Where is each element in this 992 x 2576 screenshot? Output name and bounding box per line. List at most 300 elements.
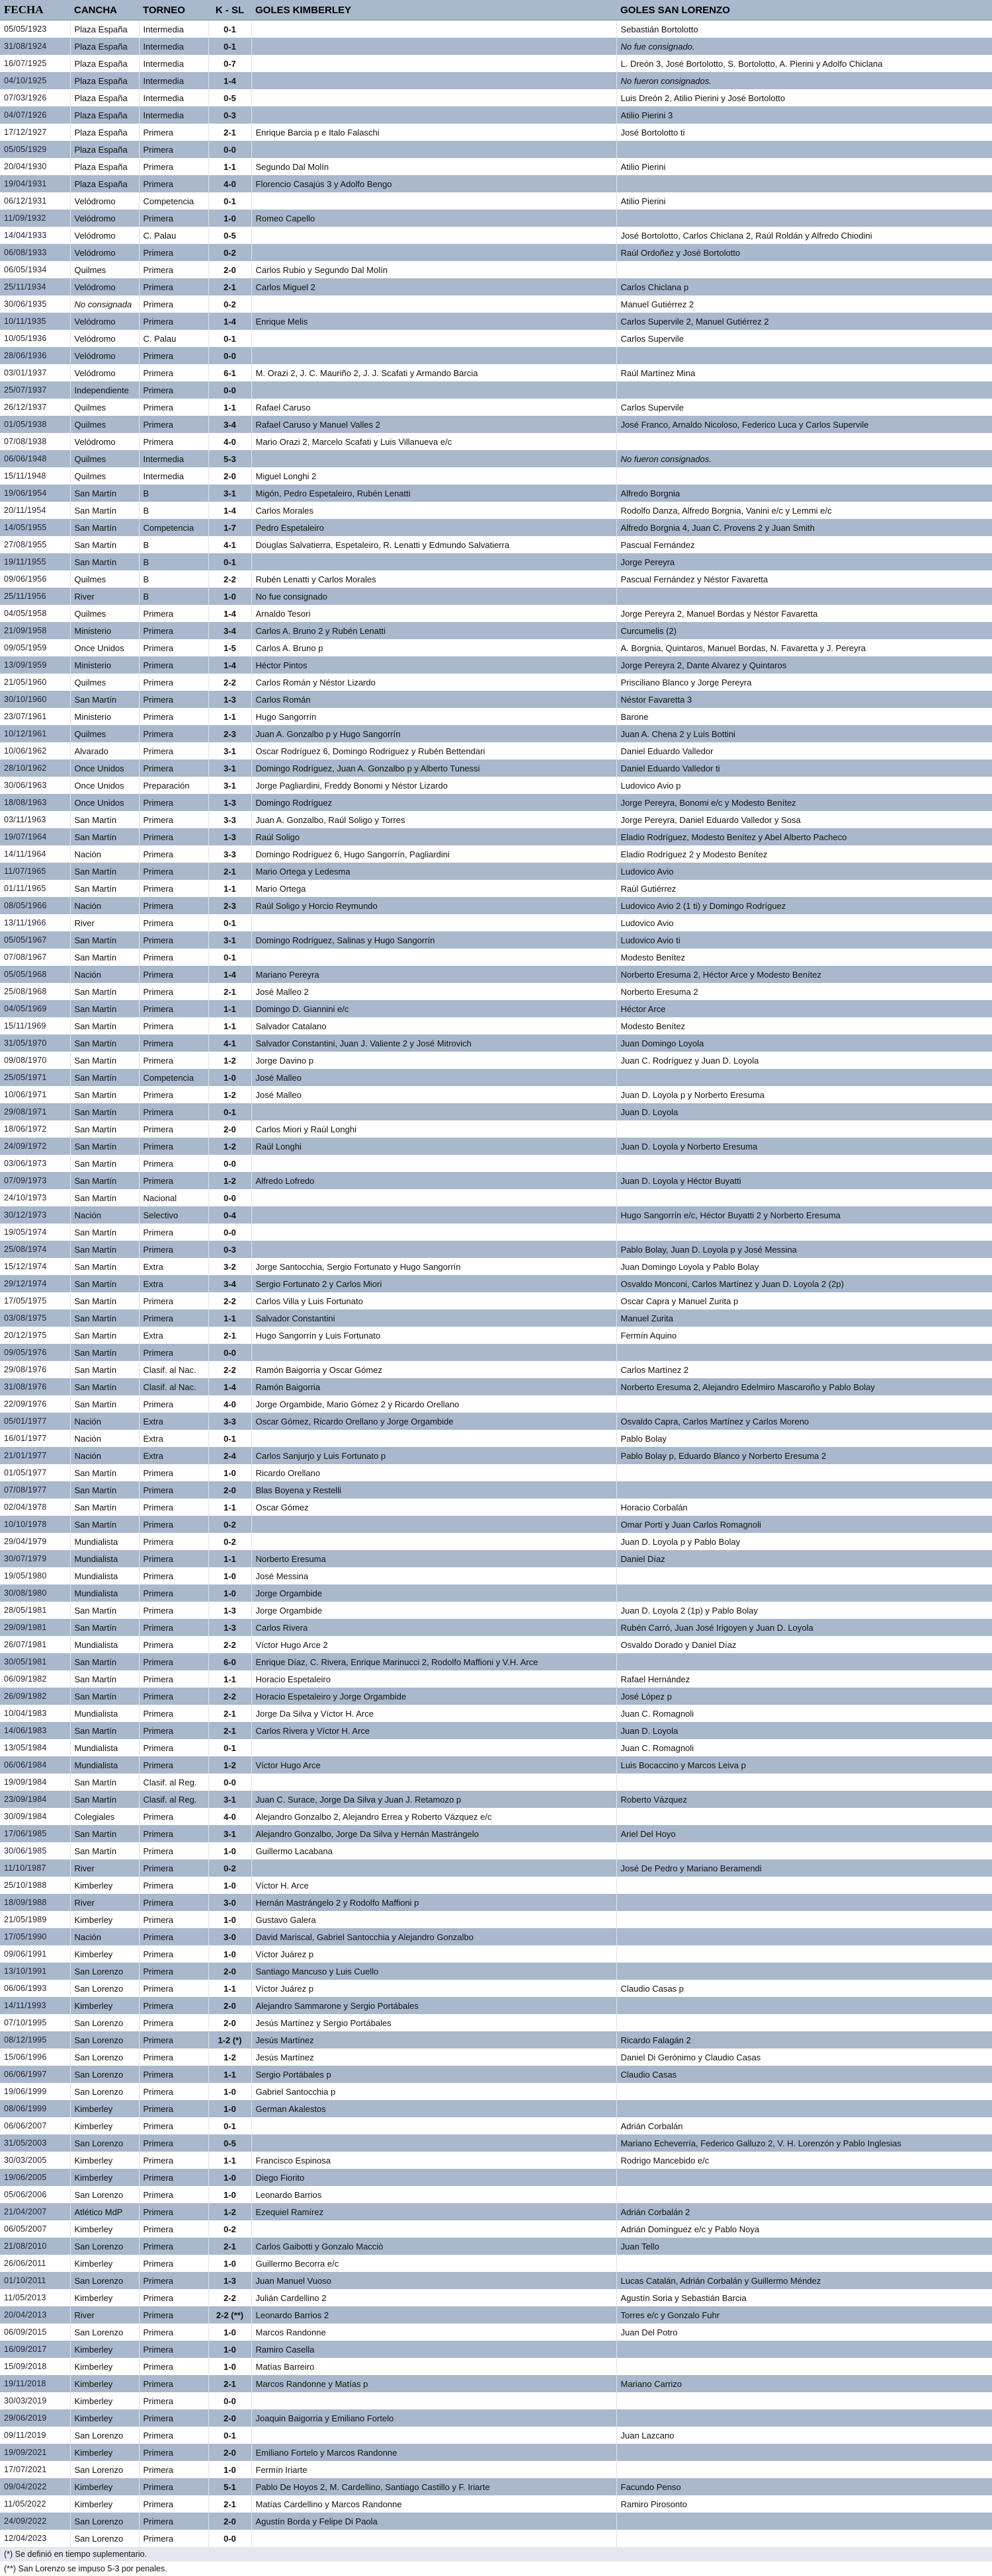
table-row	[0, 1756, 992, 1774]
tournament-cell: Primera	[139, 845, 208, 863]
kimberley-scorers-cell: Oscar Rodríguez 6, Domingo Rodríguez y Rubén Bettendari	[251, 742, 616, 760]
kimberley-scorers-cell: Jorge Davino p	[251, 1052, 616, 1069]
header-cancha: CANCHA	[70, 0, 139, 20]
san-lorenzo-scorers-cell: Daniel Eduardo Valledor ti	[616, 760, 992, 777]
venue-cell: San Martín	[70, 536, 139, 553]
san-lorenzo-scorers-cell	[616, 1945, 992, 1963]
score-cell: 2-1	[208, 2495, 251, 2513]
san-lorenzo-scorers-cell	[616, 2014, 992, 2031]
san-lorenzo-scorers-cell: Modesto Benítez	[616, 1017, 992, 1034]
san-lorenzo-scorers-cell: Juan Lazcano	[616, 2427, 992, 2444]
venue-cell: Kimberley	[70, 2152, 139, 2169]
venue-cell: Kimberley	[70, 2358, 139, 2375]
table-row	[0, 399, 992, 416]
kimberley-scorers-cell	[251, 1774, 616, 1791]
tournament-cell: Primera	[139, 1481, 208, 1499]
date-cell: 05/01/1977	[0, 1413, 70, 1430]
san-lorenzo-scorers-cell: Oscar Capra y Manuel Zurita p	[616, 1292, 992, 1309]
san-lorenzo-scorers-cell: Ludovico Avio 2 (1 ti) y Domingo Rodríguez	[616, 897, 992, 914]
table-row	[0, 38, 992, 55]
venue-cell: San Martín	[70, 1481, 139, 1499]
tournament-cell: Extra	[139, 1327, 208, 1344]
date-cell: 05/05/1968	[0, 966, 70, 983]
table-row	[0, 794, 992, 811]
san-lorenzo-scorers-cell: Ludovico Avio p	[616, 777, 992, 794]
kimberley-scorers-cell: Matías Barreiro	[251, 2358, 616, 2375]
table-row	[0, 2083, 992, 2100]
tournament-cell: Primera	[139, 210, 208, 227]
date-cell: 15/09/2018	[0, 2358, 70, 2375]
kimberley-scorers-cell: Víctor Hugo Arce 2	[251, 1636, 616, 1653]
tournament-cell: Primera	[139, 760, 208, 777]
table-row	[0, 1722, 992, 1739]
score-cell: 1-1	[208, 1309, 251, 1327]
kimberley-scorers-cell: Jorge Santocchia, Sergio Fortunato y Hugo Sangorrín	[251, 1258, 616, 1275]
san-lorenzo-scorers-cell: Jorge Pereyra 2, Dante Alvarez y Quintaros	[616, 656, 992, 674]
tournament-cell: Primera	[139, 2134, 208, 2152]
date-cell: 09/04/2022	[0, 2478, 70, 2495]
venue-cell: San Lorenzo	[70, 2186, 139, 2203]
venue-cell: San Martín	[70, 1378, 139, 1395]
table-row	[0, 863, 992, 880]
venue-cell: San Lorenzo	[70, 2049, 139, 2066]
score-cell: 0-0	[208, 347, 251, 364]
kimberley-scorers-cell	[251, 2220, 616, 2238]
score-cell: 0-0	[208, 2392, 251, 2409]
san-lorenzo-scorers-cell	[616, 2392, 992, 2409]
date-cell: 19/09/2021	[0, 2444, 70, 2461]
kimberley-scorers-cell	[251, 1103, 616, 1120]
table-row	[0, 2495, 992, 2513]
tournament-cell: Intermedia	[139, 467, 208, 485]
kimberley-scorers-cell: Ramiro Casella	[251, 2341, 616, 2358]
tournament-cell: Intermedia	[139, 450, 208, 467]
table-row	[0, 1825, 992, 1842]
kimberley-scorers-cell: Domingo Rodríguez, Juan A. Gonzalbo p y Alberto Tunessi	[251, 760, 616, 777]
score-cell: 1-3	[208, 794, 251, 811]
san-lorenzo-scorers-cell: Curcumelis (2)	[616, 622, 992, 639]
tournament-cell: Primera	[139, 364, 208, 381]
table-row	[0, 674, 992, 691]
tournament-cell: Primera	[139, 931, 208, 949]
kimberley-scorers-cell: Carlos Rubio y Segundo Dal Molín	[251, 261, 616, 278]
score-cell: 4-1	[208, 536, 251, 553]
table-row	[0, 1189, 992, 1206]
date-cell: 19/06/1999	[0, 2083, 70, 2100]
date-cell: 06/06/1984	[0, 1756, 70, 1774]
table-row	[0, 210, 992, 227]
tournament-cell: Primera	[139, 1722, 208, 1739]
venue-cell: San Martín	[70, 1224, 139, 1241]
score-cell: 1-0	[208, 1464, 251, 1481]
score-cell: 0-1	[208, 1739, 251, 1756]
san-lorenzo-scorers-cell: Néstor Favaretta 3	[616, 691, 992, 708]
venue-cell: Quilmes	[70, 570, 139, 588]
date-cell: 29/09/1981	[0, 1619, 70, 1636]
kimberley-scorers-cell: German Akalestos	[251, 2100, 616, 2117]
venue-cell: San Martín	[70, 1722, 139, 1739]
san-lorenzo-scorers-cell: Jorge Pereyra 2, Manuel Bordas y Néstor Favaretta	[616, 605, 992, 622]
tournament-cell: Extra	[139, 1430, 208, 1447]
san-lorenzo-scorers-cell: Juan C. Romagnoli	[616, 1705, 992, 1722]
kimberley-scorers-cell: Douglas Salvatierra, Espetaleiro, R. Lenatti y Edmundo Salvatierra	[251, 536, 616, 553]
venue-cell: Velódromo	[70, 347, 139, 364]
date-cell: 17/05/1975	[0, 1292, 70, 1309]
table-row	[0, 1602, 992, 1619]
date-cell: 01/05/1938	[0, 416, 70, 433]
san-lorenzo-scorers-cell: Atilio Pierini 3	[616, 106, 992, 124]
san-lorenzo-scorers-cell: Barone	[616, 708, 992, 725]
san-lorenzo-scorers-cell: Roberto Vázquez	[616, 1791, 992, 1808]
kimberley-scorers-cell: Marcos Randonne y Matías p	[251, 2375, 616, 2392]
tournament-cell: Primera	[139, 2117, 208, 2134]
score-cell: 0-0	[208, 141, 251, 158]
tournament-cell: Primera	[139, 1670, 208, 1688]
header-fecha: FECHA	[0, 0, 70, 20]
kimberley-scorers-cell: Oscar Gómez, Ricardo Orellano y Jorge Orgambide	[251, 1413, 616, 1430]
table-row	[0, 381, 992, 399]
kimberley-scorers-cell	[251, 553, 616, 570]
score-cell: 2-0	[208, 1997, 251, 2014]
san-lorenzo-scorers-cell: Manuel Zurita	[616, 1309, 992, 1327]
table-row	[0, 124, 992, 141]
kimberley-scorers-cell: Fermín Iriarte	[251, 2461, 616, 2478]
tournament-cell: Primera	[139, 2255, 208, 2272]
score-cell: 1-2	[208, 1052, 251, 1069]
san-lorenzo-scorers-cell: Rodrigo Mancebido e/c	[616, 2152, 992, 2169]
kimberley-scorers-cell: Héctor Pintos	[251, 656, 616, 674]
tournament-cell: Competencia	[139, 1069, 208, 1086]
table-row	[0, 1670, 992, 1688]
score-cell: 1-3	[208, 1619, 251, 1636]
tournament-cell: Primera	[139, 622, 208, 639]
venue-cell: San Lorenzo	[70, 2461, 139, 2478]
san-lorenzo-scorers-cell	[616, 1224, 992, 1241]
score-cell: 4-1	[208, 1034, 251, 1052]
date-cell: 06/05/1934	[0, 261, 70, 278]
date-cell: 21/04/2007	[0, 2203, 70, 2220]
san-lorenzo-scorers-cell: No fueron consignados.	[616, 450, 992, 467]
date-cell: 09/06/1956	[0, 570, 70, 588]
san-lorenzo-scorers-cell	[616, 433, 992, 450]
tournament-cell: Primera	[139, 742, 208, 760]
date-cell: 04/10/1925	[0, 72, 70, 89]
date-cell: 24/09/1972	[0, 1138, 70, 1155]
date-cell: 05/06/2006	[0, 2186, 70, 2203]
date-cell: 21/01/1977	[0, 1447, 70, 1464]
date-cell: 29/08/1976	[0, 1361, 70, 1378]
date-cell: 28/05/1981	[0, 1602, 70, 1619]
venue-cell: Kimberley	[70, 2289, 139, 2306]
tournament-cell: Primera	[139, 656, 208, 674]
kimberley-scorers-cell: Ricardo Orellano	[251, 1464, 616, 1481]
tournament-cell: Primera	[139, 2375, 208, 2392]
tournament-cell: B	[139, 570, 208, 588]
kimberley-scorers-cell: José Malleo	[251, 1069, 616, 1086]
san-lorenzo-scorers-cell: Mariano Echeverría, Federico Galluzo 2, V. H. Lorenzón y Pablo Inglesias	[616, 2134, 992, 2152]
venue-cell: Kimberley	[70, 2409, 139, 2427]
tournament-cell: Primera	[139, 1808, 208, 1825]
venue-cell: Ministerio	[70, 708, 139, 725]
san-lorenzo-scorers-cell: Ramiro Pirosonto	[616, 2495, 992, 2513]
tournament-cell: Primera	[139, 1138, 208, 1155]
score-cell: 1-0	[208, 588, 251, 605]
san-lorenzo-scorers-cell	[616, 1481, 992, 1499]
table-row	[0, 1430, 992, 1447]
table-row	[0, 1395, 992, 1413]
table-row	[0, 1241, 992, 1258]
date-cell: 11/07/1965	[0, 863, 70, 880]
tournament-cell: Primera	[139, 2530, 208, 2547]
tournament-cell: Primera	[139, 2169, 208, 2186]
table-row	[0, 2392, 992, 2409]
table-row	[0, 1155, 992, 1172]
kimberley-scorers-cell	[251, 72, 616, 89]
date-cell: 29/04/1979	[0, 1533, 70, 1550]
score-cell: 6-0	[208, 1653, 251, 1670]
venue-cell: San Lorenzo	[70, 2530, 139, 2547]
kimberley-scorers-cell: Rubén Lenatti y Carlos Morales	[251, 570, 616, 588]
kimberley-scorers-cell: Joaquin Baigorria y Emiliano Fortelo	[251, 2409, 616, 2427]
venue-cell: San Martín	[70, 1516, 139, 1533]
score-cell: 2-3	[208, 725, 251, 742]
san-lorenzo-scorers-cell: Daniel Di Gerónimo y Claudio Casas	[616, 2049, 992, 2066]
date-cell: 30/09/1984	[0, 1808, 70, 1825]
date-cell: 18/06/1972	[0, 1120, 70, 1138]
kimberley-scorers-cell: Domingo Rodríguez, Salinas y Hugo Sangorrín	[251, 931, 616, 949]
tournament-cell: Primera	[139, 1017, 208, 1034]
results-body	[0, 20, 992, 2548]
san-lorenzo-scorers-cell: Raúl Ordoñez y José Bortolotto	[616, 244, 992, 261]
san-lorenzo-scorers-cell: Rodolfo Danza, Alfredo Borgnia, Vanini e/c y Lemmi e/c	[616, 502, 992, 519]
kimberley-scorers-cell: Carlos Villa y Luis Fortunato	[251, 1292, 616, 1309]
header-row	[0, 0, 992, 20]
kimberley-scorers-cell: Rafael Caruso	[251, 399, 616, 416]
san-lorenzo-scorers-cell	[616, 1584, 992, 1602]
score-cell: 1-0	[208, 1069, 251, 1086]
tournament-cell: Primera	[139, 278, 208, 295]
kimberley-scorers-cell: Mario Ortega y Ledesma	[251, 863, 616, 880]
score-cell: 0-1	[208, 914, 251, 931]
table-row	[0, 1653, 992, 1670]
date-cell: 03/08/1975	[0, 1309, 70, 1327]
venue-cell: Nación	[70, 1413, 139, 1430]
table-row	[0, 2220, 992, 2238]
score-cell: 2-0	[208, 261, 251, 278]
score-cell: 4-0	[208, 1808, 251, 1825]
venue-cell: Nación	[70, 1928, 139, 1945]
kimberley-scorers-cell: Víctor Juárez p	[251, 1980, 616, 1997]
tournament-cell: Competencia	[139, 519, 208, 536]
venue-cell: Kimberley	[70, 2220, 139, 2238]
score-cell: 1-0	[208, 2461, 251, 2478]
date-cell: 15/11/1948	[0, 467, 70, 485]
tournament-cell: Primera	[139, 1911, 208, 1928]
date-cell: 14/11/1964	[0, 845, 70, 863]
tournament-cell: Primera	[139, 1567, 208, 1584]
kimberley-scorers-cell	[251, 450, 616, 467]
venue-cell: San Martín	[70, 1774, 139, 1791]
tournament-cell: Primera	[139, 1653, 208, 1670]
table-row	[0, 2152, 992, 2169]
kimberley-scorers-cell: Julián Cardellino 2	[251, 2289, 616, 2306]
tournament-cell: Primera	[139, 1034, 208, 1052]
table-row	[0, 295, 992, 313]
score-cell: 1-0	[208, 2083, 251, 2100]
san-lorenzo-scorers-cell: Eladio Rodríguez 2 y Modesto Benítez	[616, 845, 992, 863]
date-cell: 09/05/1976	[0, 1344, 70, 1361]
san-lorenzo-scorers-cell: Juan Domingo Loyola y Pablo Bolay	[616, 1258, 992, 1275]
score-cell: 6-1	[208, 364, 251, 381]
score-cell: 1-1	[208, 399, 251, 416]
san-lorenzo-scorers-cell	[616, 1997, 992, 2014]
table-row	[0, 2134, 992, 2152]
venue-cell: River	[70, 1859, 139, 1877]
venue-cell: Quilmes	[70, 416, 139, 433]
venue-cell: San Lorenzo	[70, 2427, 139, 2444]
tournament-cell: Preparación	[139, 777, 208, 794]
san-lorenzo-scorers-cell: Carlos Chiclana p	[616, 278, 992, 295]
table-row	[0, 1464, 992, 1481]
venue-cell: San Lorenzo	[70, 2066, 139, 2083]
san-lorenzo-scorers-cell: José López p	[616, 1688, 992, 1705]
tournament-cell: Intermedia	[139, 38, 208, 55]
san-lorenzo-scorers-cell: A. Borgnia, Quintaros, Manuel Bordas, N. Favaretta y J. Pereyra	[616, 639, 992, 656]
score-cell: 0-0	[208, 1189, 251, 1206]
san-lorenzo-scorers-cell: José De Pedro y Mariano Beramendi	[616, 1859, 992, 1877]
kimberley-scorers-cell: Matías Cardellino y Marcos Randonne	[251, 2495, 616, 2513]
score-cell: 2-1	[208, 1722, 251, 1739]
san-lorenzo-scorers-cell: José Bortolotto ti	[616, 124, 992, 141]
score-cell: 1-4	[208, 605, 251, 622]
san-lorenzo-scorers-cell: Torres e/c y Gonzalo Fuhr	[616, 2306, 992, 2323]
san-lorenzo-scorers-cell	[616, 1653, 992, 1670]
venue-cell: San Martín	[70, 1086, 139, 1103]
score-cell: 2-1	[208, 2238, 251, 2255]
venue-cell: Mundialista	[70, 1550, 139, 1567]
tournament-cell: Extra	[139, 1258, 208, 1275]
table-row	[0, 1945, 992, 1963]
kimberley-scorers-cell: Jorge Orgambide	[251, 1602, 616, 1619]
date-cell: 13/09/1959	[0, 656, 70, 674]
table-row	[0, 2427, 992, 2444]
venue-cell: Quilmes	[70, 399, 139, 416]
table-row	[0, 175, 992, 192]
date-cell: 31/05/2003	[0, 2134, 70, 2152]
tournament-cell: Primera	[139, 1980, 208, 1997]
san-lorenzo-scorers-cell	[616, 1567, 992, 1584]
date-cell: 13/05/1984	[0, 1739, 70, 1756]
date-cell: 25/10/1988	[0, 1877, 70, 1894]
date-cell: 02/04/1978	[0, 1499, 70, 1516]
table-row	[0, 467, 992, 485]
score-cell: 2-1	[208, 124, 251, 141]
tournament-cell: Primera	[139, 1516, 208, 1533]
tournament-cell: Primera	[139, 2358, 208, 2375]
score-cell: 3-4	[208, 1275, 251, 1292]
kimberley-scorers-cell	[251, 949, 616, 966]
table-row	[0, 1567, 992, 1584]
score-cell: 1-4	[208, 656, 251, 674]
tournament-cell: Primera	[139, 2049, 208, 2066]
tournament-cell: B	[139, 588, 208, 605]
date-cell: 30/06/1985	[0, 1842, 70, 1859]
score-cell: 4-0	[208, 175, 251, 192]
tournament-cell: Intermedia	[139, 106, 208, 124]
kimberley-scorers-cell: Enrique Melis	[251, 313, 616, 330]
score-cell: 1-2	[208, 2049, 251, 2066]
table-row	[0, 949, 992, 966]
tournament-cell: Primera	[139, 2203, 208, 2220]
score-cell: 3-0	[208, 1928, 251, 1945]
san-lorenzo-scorers-cell	[616, 381, 992, 399]
table-row	[0, 1120, 992, 1138]
table-row	[0, 1344, 992, 1361]
table-row	[0, 192, 992, 210]
table-row	[0, 1224, 992, 1241]
san-lorenzo-scorers-cell	[616, 1911, 992, 1928]
san-lorenzo-scorers-cell	[616, 1344, 992, 1361]
table-row	[0, 72, 992, 89]
score-cell: 2-2	[208, 570, 251, 588]
kimberley-scorers-cell: Alejandro Gonzalbo 2, Alejandro Errea y Roberto Vázquez e/c	[251, 1808, 616, 1825]
date-cell: 21/08/2010	[0, 2238, 70, 2255]
venue-cell: Kimberley	[70, 2444, 139, 2461]
venue-cell: Kimberley	[70, 2478, 139, 2495]
table-row	[0, 2117, 992, 2134]
kimberley-scorers-cell	[251, 227, 616, 244]
table-row	[0, 983, 992, 1000]
table-row	[0, 2513, 992, 2530]
score-cell: 2-2	[208, 1688, 251, 1705]
tournament-cell: Primera	[139, 1103, 208, 1120]
tournament-cell: Primera	[139, 1739, 208, 1756]
venue-cell: Quilmes	[70, 674, 139, 691]
date-cell: 06/08/1933	[0, 244, 70, 261]
score-cell: 1-0	[208, 1584, 251, 1602]
san-lorenzo-scorers-cell: Juan Del Potro	[616, 2323, 992, 2341]
score-cell: 1-5	[208, 639, 251, 656]
tournament-cell: Primera	[139, 1705, 208, 1722]
score-cell: 1-1	[208, 1017, 251, 1034]
tournament-cell: Primera	[139, 1825, 208, 1842]
san-lorenzo-scorers-cell: Prisciliano Blanco y Jorge Pereyra	[616, 674, 992, 691]
san-lorenzo-scorers-cell: Osvaldo Monconi, Carlos Martínez y Juan D. Loyola 2 (2p)	[616, 1275, 992, 1292]
san-lorenzo-scorers-cell: Osvaldo Dorado y Daniel Díaz	[616, 1636, 992, 1653]
venue-cell: San Martín	[70, 519, 139, 536]
tournament-cell: Primera	[139, 124, 208, 141]
score-cell: 2-1	[208, 983, 251, 1000]
table-row	[0, 106, 992, 124]
kimberley-scorers-cell	[251, 2117, 616, 2134]
venue-cell: San Lorenzo	[70, 2031, 139, 2049]
venue-cell: Once Unidos	[70, 794, 139, 811]
date-cell: 31/08/1924	[0, 38, 70, 55]
tournament-cell: Primera	[139, 691, 208, 708]
tournament-cell: Primera	[139, 1000, 208, 1017]
venue-cell: San Lorenzo	[70, 2083, 139, 2100]
date-cell: 07/10/1995	[0, 2014, 70, 2031]
tournament-cell: Intermedia	[139, 72, 208, 89]
table-row	[0, 244, 992, 261]
tournament-cell: Primera	[139, 141, 208, 158]
venue-cell: San Lorenzo	[70, 2134, 139, 2152]
kimberley-scorers-cell	[251, 89, 616, 106]
date-cell: 11/09/1932	[0, 210, 70, 227]
san-lorenzo-scorers-cell: José Bortolotto, Carlos Chiclana 2, Raúl Roldán y Alfredo Chiodini	[616, 227, 992, 244]
score-cell: 1-4	[208, 966, 251, 983]
venue-cell: Kimberley	[70, 2117, 139, 2134]
